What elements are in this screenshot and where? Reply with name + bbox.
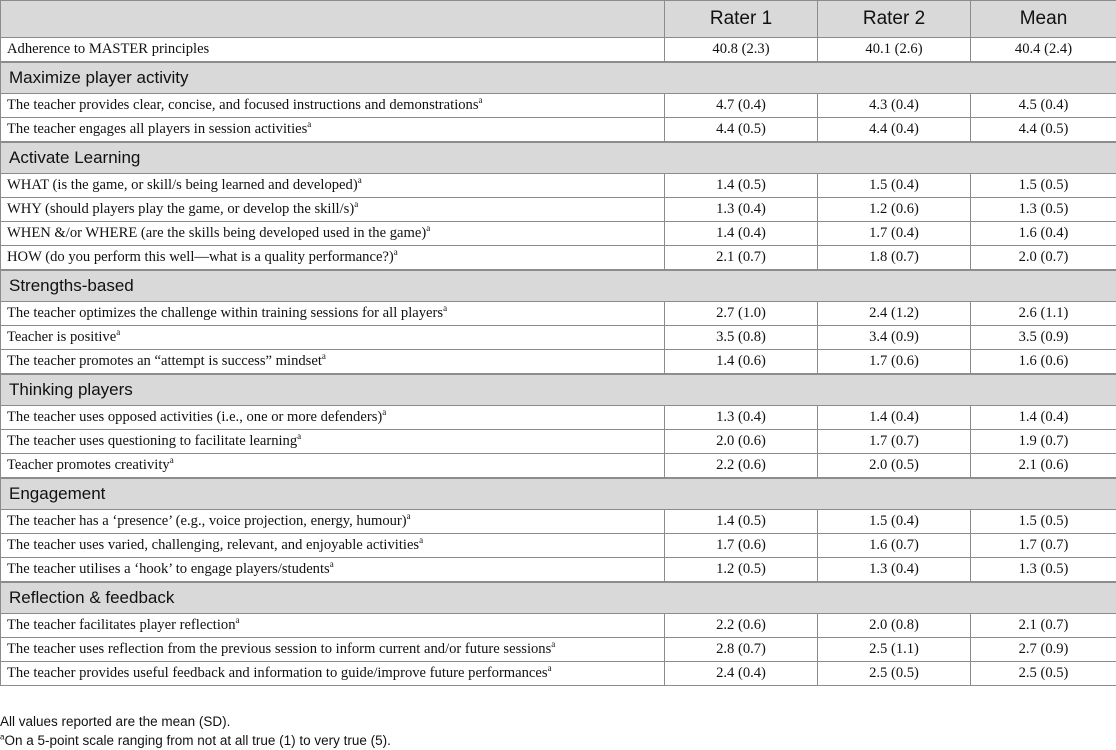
cell-rater1: 1.4 (0.4): [665, 222, 818, 246]
table-row: [1, 222, 1116, 246]
section-header-row: [1, 62, 1116, 94]
cell-mean: 1.9 (0.7): [971, 430, 1116, 454]
table-row: [1, 510, 1116, 534]
cell-rater2: 40.1 (2.6): [818, 38, 971, 63]
cell-rater2: 2.0 (0.8): [818, 614, 971, 638]
cell-rater1: 2.0 (0.6): [665, 430, 818, 454]
row-label-cell: [1, 350, 665, 375]
footnote-marker: a: [170, 455, 174, 465]
cell-rater1: 1.2 (0.5): [665, 558, 818, 583]
cell-rater1: 4.7 (0.4): [665, 94, 818, 118]
table-row-adherence: [1, 38, 1116, 63]
table-row: [1, 350, 1116, 375]
cell-rater1: 1.3 (0.4): [665, 198, 818, 222]
cell-rater1: 1.4 (0.5): [665, 174, 818, 198]
footnote-marker: a: [307, 119, 311, 129]
cell-mean: 3.5 (0.9): [971, 326, 1116, 350]
cell-mean: 2.1 (0.7): [971, 614, 1116, 638]
row-label-cell: [1, 246, 665, 271]
footnote-marker: a: [548, 663, 552, 673]
footnote-scale: [0, 731, 391, 750]
table-row: [1, 302, 1116, 326]
row-label-cell: [1, 454, 665, 479]
row-label: WHAT (is the game, or skill/s being learned and developed): [7, 177, 358, 193]
cell-mean: 1.6 (0.4): [971, 222, 1116, 246]
row-label-cell: [1, 406, 665, 430]
row-label: The teacher promotes an “attempt is success” mindset: [7, 353, 322, 369]
header-blank-cell: [1, 1, 665, 38]
row-label: Adherence to MASTER principles: [1, 38, 665, 63]
table-row: [1, 614, 1116, 638]
cell-rater1: 1.3 (0.4): [665, 406, 818, 430]
row-label-cell: [1, 614, 665, 638]
table-row: [1, 326, 1116, 350]
row-label-cell: [1, 118, 665, 143]
cell-rater1: 2.2 (0.6): [665, 614, 818, 638]
footnote-marker: a: [407, 511, 411, 521]
cell-rater2: 2.0 (0.5): [818, 454, 971, 479]
cell-mean: 2.7 (0.9): [971, 638, 1116, 662]
cell-rater2: 2.4 (1.2): [818, 302, 971, 326]
cell-rater2: 1.3 (0.4): [818, 558, 971, 583]
cell-mean: 2.0 (0.7): [971, 246, 1116, 271]
footnote-values: All values reported are the mean (SD).: [0, 712, 391, 731]
row-label-cell: [1, 326, 665, 350]
row-label: The teacher utilises a ‘hook’ to engage players/students: [7, 561, 330, 577]
cell-mean: 1.7 (0.7): [971, 534, 1116, 558]
section-title: Maximize player activity: [1, 62, 1116, 94]
row-label-cell: [1, 638, 665, 662]
cell-rater2: 1.5 (0.4): [818, 510, 971, 534]
row-label: Teacher is positive: [7, 329, 116, 345]
table-row: [1, 174, 1116, 198]
section-header-row: [1, 478, 1116, 510]
cell-rater2: 1.8 (0.7): [818, 246, 971, 271]
cell-mean: 1.5 (0.5): [971, 174, 1116, 198]
cell-rater1: 4.4 (0.5): [665, 118, 818, 143]
cell-mean: 40.4 (2.4): [971, 38, 1116, 63]
section-header-row: [1, 582, 1116, 614]
cell-rater1: 3.5 (0.8): [665, 326, 818, 350]
row-label-cell: [1, 198, 665, 222]
cell-mean: 1.6 (0.6): [971, 350, 1116, 375]
cell-rater1: 1.7 (0.6): [665, 534, 818, 558]
cell-mean: 1.3 (0.5): [971, 198, 1116, 222]
row-label: The teacher optimizes the challenge within training sessions for all players: [7, 305, 443, 321]
row-label: The teacher provides clear, concise, and focused instructions and demonstrations: [7, 97, 479, 113]
table-row: [1, 638, 1116, 662]
cell-rater2: 1.7 (0.4): [818, 222, 971, 246]
header-row: [1, 1, 1116, 38]
cell-rater2: 4.4 (0.4): [818, 118, 971, 143]
table-row: [1, 558, 1116, 583]
footnote-marker: a: [394, 247, 398, 257]
row-label: The teacher uses varied, challenging, relevant, and enjoyable activities: [7, 537, 419, 553]
row-label: The teacher provides useful feedback and information to guide/improve future performances: [7, 665, 548, 681]
footnote-marker: a: [358, 175, 362, 185]
footnote-marker: a: [116, 327, 120, 337]
cell-rater2: 3.4 (0.9): [818, 326, 971, 350]
cell-mean: 1.3 (0.5): [971, 558, 1116, 583]
footnote-marker: a: [297, 431, 301, 441]
table-body: [1, 38, 1116, 686]
footnote-marker: a: [443, 303, 447, 313]
row-label: The teacher uses reflection from the previous session to inform current and/or future sessions: [7, 641, 551, 657]
table-row: [1, 454, 1116, 479]
header-mean: Mean: [971, 1, 1116, 38]
table-row: [1, 534, 1116, 558]
cell-rater2: 1.5 (0.4): [818, 174, 971, 198]
section-title: Activate Learning: [1, 142, 1116, 174]
table-row: [1, 94, 1116, 118]
row-label-cell: [1, 510, 665, 534]
footnote-marker: a: [426, 223, 430, 233]
row-label: WHY (should players play the game, or develop the skill/s): [7, 201, 354, 217]
header-rater2: Rater 2: [818, 1, 971, 38]
cell-rater1: 2.2 (0.6): [665, 454, 818, 479]
row-label: The teacher uses questioning to facilitate learning: [7, 433, 297, 449]
row-label-cell: [1, 94, 665, 118]
row-label: Teacher promotes creativity: [7, 457, 170, 473]
row-label: The teacher engages all players in session activities: [7, 121, 307, 137]
row-label-cell: [1, 174, 665, 198]
row-label-cell: [1, 222, 665, 246]
row-label-cell: [1, 534, 665, 558]
table-row: [1, 246, 1116, 271]
header-rater1: Rater 1: [665, 1, 818, 38]
section-title: Strengths-based: [1, 270, 1116, 302]
cell-mean: 1.4 (0.4): [971, 406, 1116, 430]
cell-mean: 4.5 (0.4): [971, 94, 1116, 118]
footnote-marker: a: [330, 559, 334, 569]
row-label-cell: [1, 302, 665, 326]
footnote-marker: a: [354, 199, 358, 209]
row-label-cell: [1, 558, 665, 583]
row-label-cell: [1, 662, 665, 686]
footnote-marker: a: [479, 95, 483, 105]
row-label-cell: [1, 430, 665, 454]
section-header-row: [1, 270, 1116, 302]
table-row: [1, 118, 1116, 143]
footnote-marker: a: [419, 535, 423, 545]
cell-mean: 4.4 (0.5): [971, 118, 1116, 143]
cell-rater1: 40.8 (2.3): [665, 38, 818, 63]
cell-rater2: 1.4 (0.4): [818, 406, 971, 430]
cell-rater1: 2.7 (1.0): [665, 302, 818, 326]
footnote-scale-text: On a 5-point scale ranging from not at all true (1) to very true (5).: [4, 733, 390, 748]
cell-rater1: 2.1 (0.7): [665, 246, 818, 271]
row-label: HOW (do you perform this well—what is a quality performance?): [7, 249, 394, 265]
cell-rater1: 1.4 (0.5): [665, 510, 818, 534]
footnote-marker: a: [382, 407, 386, 417]
footnote-marker: a: [322, 351, 326, 361]
section-header-row: [1, 142, 1116, 174]
cell-rater1: 2.8 (0.7): [665, 638, 818, 662]
section-title: Reflection & feedback: [1, 582, 1116, 614]
cell-rater2: 1.6 (0.7): [818, 534, 971, 558]
section-title: Thinking players: [1, 374, 1116, 406]
footnote-marker: a: [236, 615, 240, 625]
table-footnotes: [0, 712, 391, 750]
cell-rater2: 1.2 (0.6): [818, 198, 971, 222]
cell-mean: 2.5 (0.5): [971, 662, 1116, 686]
footnote-marker: a: [0, 733, 4, 742]
table-row: [1, 430, 1116, 454]
footnote-marker: a: [551, 639, 555, 649]
row-label: The teacher facilitates player reflection: [7, 617, 236, 633]
section-header-row: [1, 374, 1116, 406]
cell-mean: 2.1 (0.6): [971, 454, 1116, 479]
cell-rater1: 1.4 (0.6): [665, 350, 818, 375]
cell-rater2: 1.7 (0.6): [818, 350, 971, 375]
row-label: WHEN &/or WHERE (are the skills being developed used in the game): [7, 225, 426, 241]
table-row: [1, 406, 1116, 430]
cell-mean: 1.5 (0.5): [971, 510, 1116, 534]
section-title: Engagement: [1, 478, 1116, 510]
row-label: The teacher has a ‘presence’ (e.g., voice projection, energy, humour): [7, 513, 407, 529]
table-row: [1, 662, 1116, 686]
cell-rater2: 4.3 (0.4): [818, 94, 971, 118]
row-label: The teacher uses opposed activities (i.e., one or more defenders): [7, 409, 382, 425]
cell-rater2: 2.5 (1.1): [818, 638, 971, 662]
cell-rater2: 2.5 (0.5): [818, 662, 971, 686]
cell-rater1: 2.4 (0.4): [665, 662, 818, 686]
cell-mean: 2.6 (1.1): [971, 302, 1116, 326]
cell-rater2: 1.7 (0.7): [818, 430, 971, 454]
table-row: [1, 198, 1116, 222]
